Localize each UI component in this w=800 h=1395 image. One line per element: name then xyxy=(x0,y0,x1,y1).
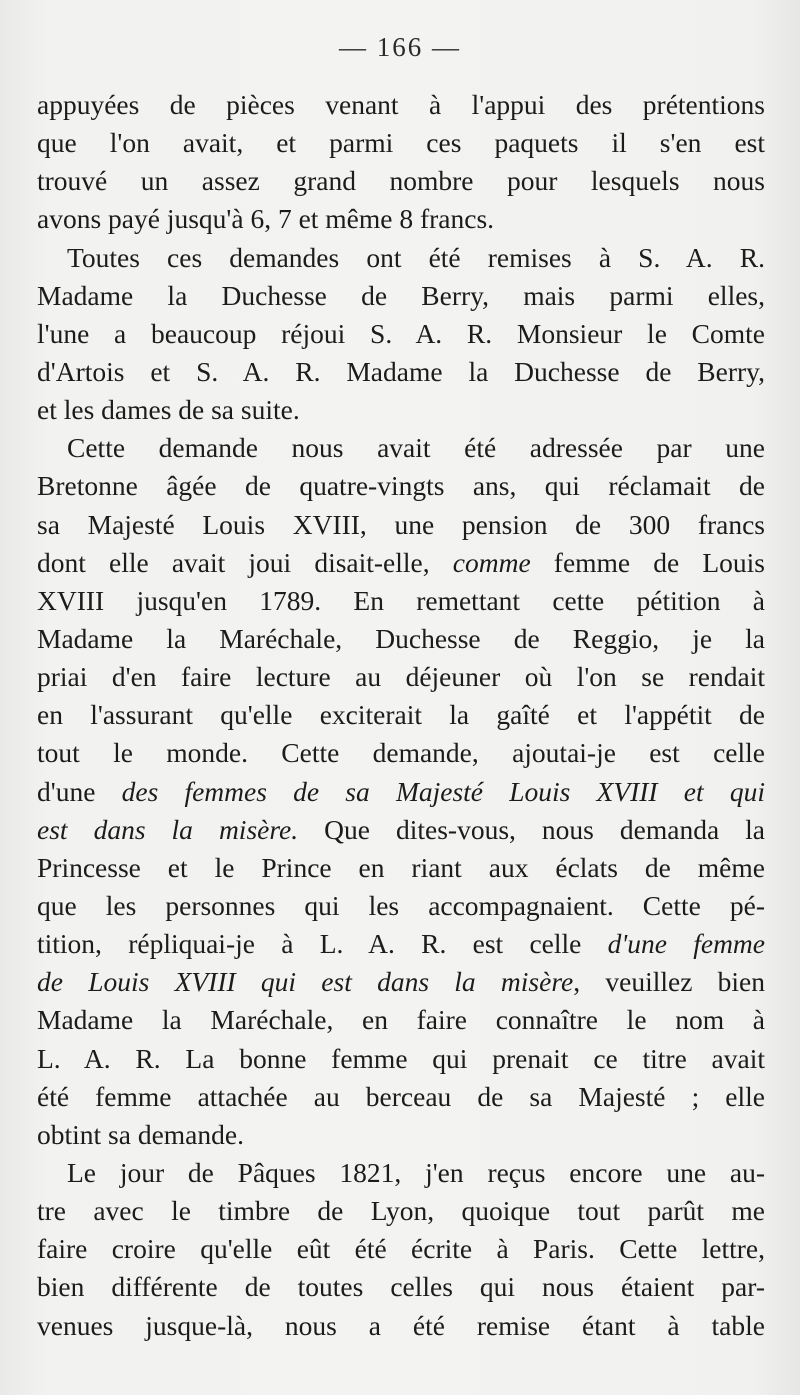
text-line: tout le monde. Cette demande, ajoutai-je est celle xyxy=(37,737,765,769)
text-line: venues jusque-là, nous a été remise étant à table xyxy=(37,1309,765,1341)
text-line: Bretonne âgée de quatre-vingts ans, qui réclamait de xyxy=(37,470,765,502)
text-line: trouvé un assez grand nombre pour lesquels nous xyxy=(37,165,765,197)
text-line: l'une a beaucoup réjoui S. A. R. Monsieur le Comte xyxy=(37,317,765,349)
text-line: appuyées de pièces venant à l'appui des prétentions xyxy=(37,89,765,120)
text-line: avons payé jusqu'à 6, 7 et même 8 francs. xyxy=(37,203,495,235)
text-line: été femme attachée au berceau de sa Majesté ; elle xyxy=(37,1080,765,1112)
text-line xyxy=(37,544,765,582)
text-line: L. A. R. La bonne femme qui prenait ce titre avait xyxy=(37,1042,765,1074)
text-line: sa Majesté Louis XVIII, une pension de 300 francs xyxy=(37,508,765,540)
text-line xyxy=(37,773,765,811)
text-span: femme de Louis xyxy=(530,546,765,578)
text-line: XVIII jusqu'en 1789. En remettant cette pétition à xyxy=(37,584,765,616)
text-span: , veuillez bien xyxy=(573,966,765,998)
body-text xyxy=(37,86,765,1345)
text-line: d'Artois et S. A. R. Madame la Duchesse de Berry, xyxy=(37,355,765,387)
italic-text: de Louis XVIII qui est dans la misère xyxy=(37,966,574,998)
text-line: en l'assurant qu'elle exciterait la gaîté et l'appétit de xyxy=(37,699,765,731)
text-line: priai d'en faire lecture au déjeuner où l'on se rendait xyxy=(37,661,765,693)
text-span: d'une xyxy=(37,775,122,807)
text-line: que les personnes qui les accompagnaient. Cette pé- xyxy=(37,889,765,921)
text-line xyxy=(37,963,765,1001)
text-span: dont elle avait joui disait-elle, xyxy=(37,546,453,578)
text-line: bien différente de toutes celles qui nous étaient par- xyxy=(37,1271,765,1303)
text-line: Madame la Maréchale, Duchesse de Reggio, je la xyxy=(37,622,765,654)
page-number: — 166 — xyxy=(339,32,461,62)
text-line: tre avec le timbre de Lyon, quoique tout parût me xyxy=(37,1195,765,1227)
text-line: Madame la Duchesse de Berry, mais parmi elles, xyxy=(37,279,765,311)
text-line: et les dames de sa suite. xyxy=(37,394,300,426)
text-span: tition, répliquai-je à L. A. R. est celle xyxy=(37,928,608,960)
italic-text: d'une femme xyxy=(607,928,765,960)
text-line: Toutes ces demandes ont été remises à S. A. R. xyxy=(67,241,765,273)
italic-text: est dans la misère. xyxy=(37,813,299,845)
italic-text: comme xyxy=(452,546,531,578)
text-line: Princesse et le Prince en riant aux éclats de même xyxy=(37,851,765,883)
text-line xyxy=(37,925,765,963)
text-line: Cette demande nous avait été adressée par une xyxy=(67,432,765,464)
text-line xyxy=(37,811,765,849)
text-line: faire croire qu'elle eût été écrite à Paris. Cette lettre, xyxy=(37,1233,765,1265)
text-line: Le jour de Pâques 1821, j'en reçus encore une au- xyxy=(67,1156,765,1188)
text-span: Que dites-vous, nous demanda la xyxy=(298,813,766,845)
text-line: obtint sa demande. xyxy=(37,1118,244,1150)
text-line: Madame la Maréchale, en faire connaître le nom à xyxy=(37,1004,765,1036)
italic-text: des femmes de sa Majesté Louis XVIII et qui xyxy=(121,775,765,807)
text-line: que l'on avait, et parmi ces paquets il s'en est xyxy=(37,127,765,159)
